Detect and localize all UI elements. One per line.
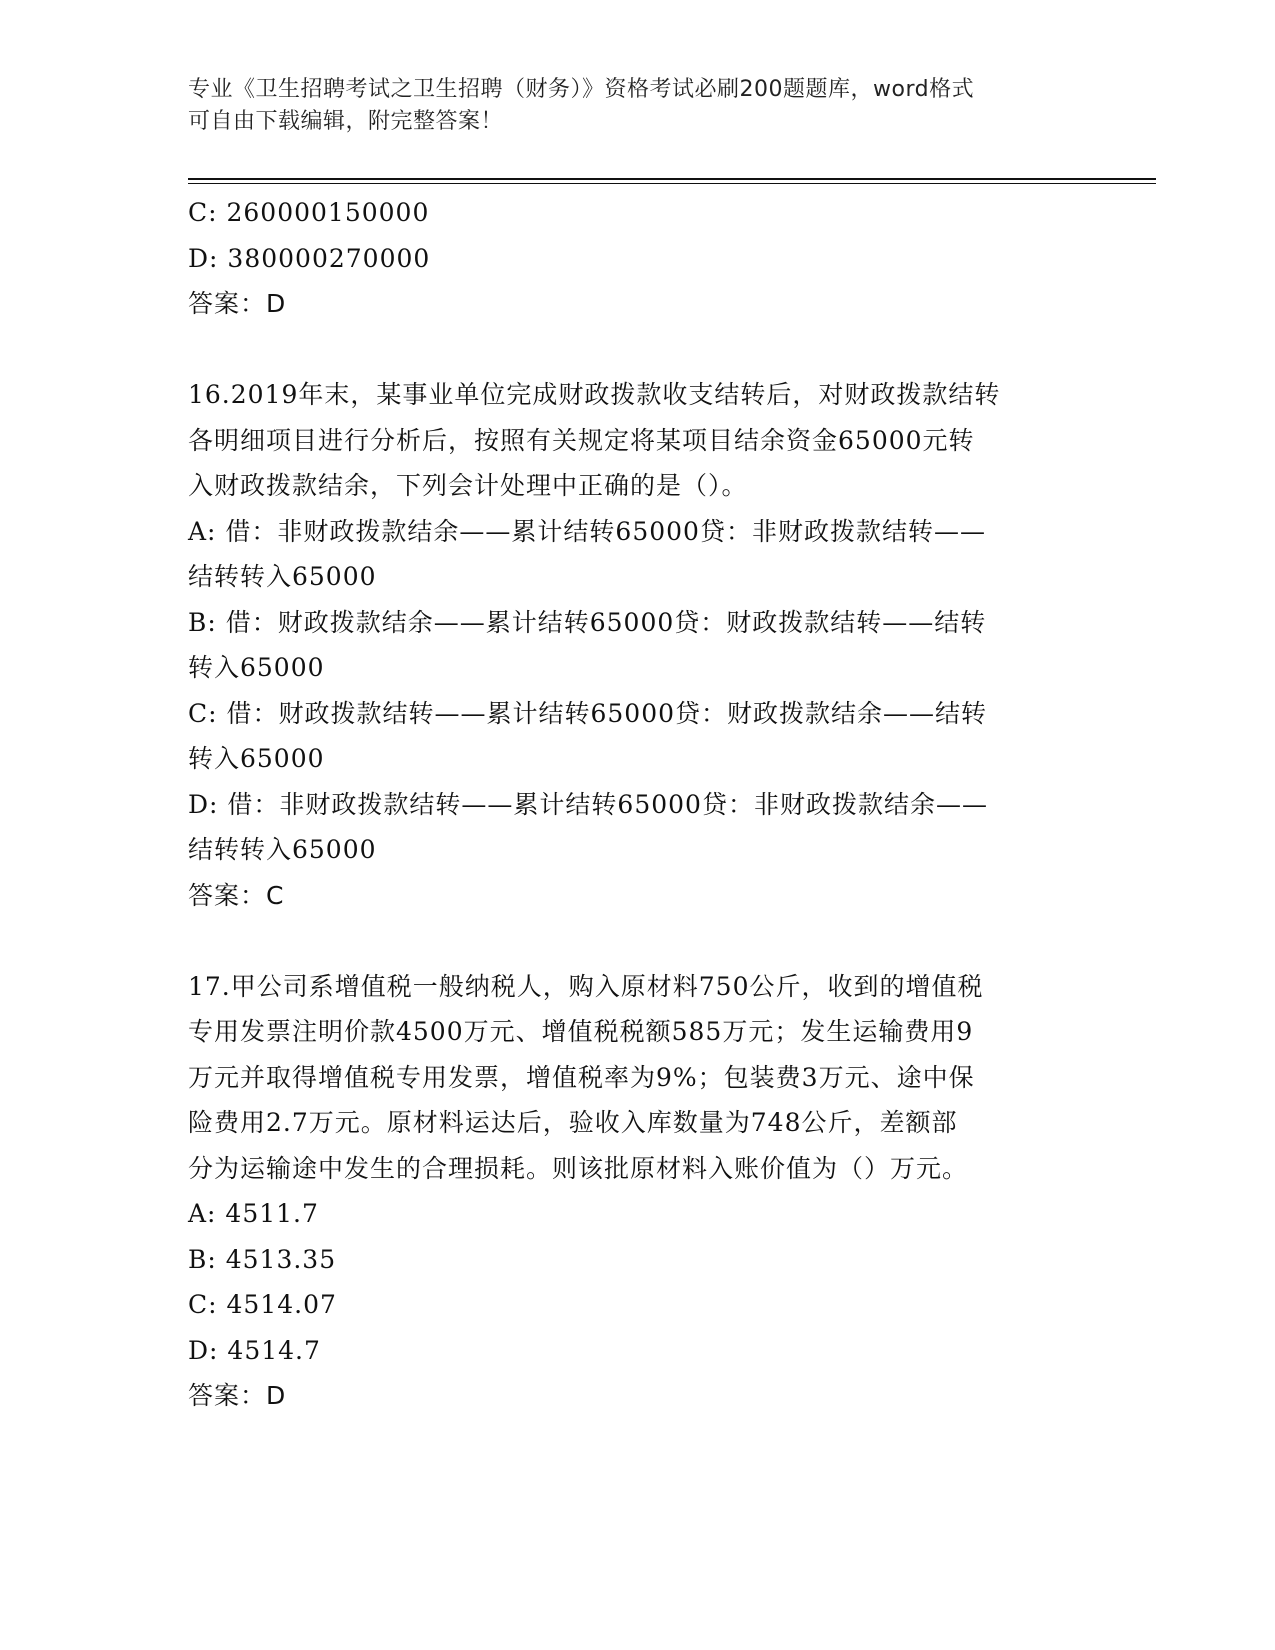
q16-option-a-cont: 结转转入65000 bbox=[188, 562, 377, 591]
q17-option-d: D: 4514.7 bbox=[188, 1335, 321, 1365]
q16-answer: 答案：C bbox=[188, 880, 285, 910]
q16-stem-line: 各明细项目进行分析后，按照有关规定将某项目结余资金65000元转 bbox=[188, 425, 975, 455]
header-line-1: 专业《卫生招聘考试之卫生招聘（财务）》资格考试必刷200题题库，word格式 bbox=[188, 77, 975, 102]
prev-option-c: C: 260000150000 bbox=[188, 198, 430, 227]
question-16 bbox=[188, 372, 1088, 918]
q16-option-b: B: 借：财政拨款结余——累计结转65000贷：财政拨款结转——结转 bbox=[188, 607, 987, 637]
q16-option-d: D: 借：非财政拨款结转——累计结转65000贷：非财政拨款结余—— bbox=[188, 789, 988, 819]
q17-option-c: C: 4514.07 bbox=[188, 1290, 337, 1319]
q17-option-a: A: 4511.7 bbox=[188, 1199, 319, 1228]
q17-stem-line: 险费用2.7万元。原材料运达后，验收入库数量为748公斤，差额部 bbox=[188, 1108, 958, 1137]
q17-stem-line: 万元并取得增值税专用发票，增值税率为9%；包装费3万元、途中保 bbox=[188, 1062, 975, 1092]
q17-option-b: B: 4513.35 bbox=[188, 1244, 337, 1274]
spacer bbox=[188, 327, 1088, 373]
q16-option-a: A: 借：非财政拨款结余——累计结转65000贷：非财政拨款结转—— bbox=[188, 516, 986, 546]
q17-stem-line: 专用发票注明价款4500万元、增值税税额585万元；发生运输费用9 bbox=[188, 1017, 974, 1046]
question-17 bbox=[188, 964, 1088, 1419]
spacer bbox=[188, 918, 1088, 964]
q16-option-c: C: 借：财政拨款结转——累计结转65000贷：财政拨款结余——结转 bbox=[188, 698, 988, 728]
prev-option-d: D: 380000270000 bbox=[188, 243, 431, 273]
q17-stem-line: 分为运输途中发生的合理损耗。则该批原材料入账价值为（）万元。 bbox=[188, 1153, 969, 1183]
header-divider-thick bbox=[188, 178, 1156, 180]
q17-answer: 答案：D bbox=[188, 1381, 287, 1410]
q16-option-d-cont: 结转转入65000 bbox=[188, 835, 377, 864]
q16-stem-line: 16.2019年末，某事业单位完成财政拨款收支结转后，对财政拨款结转 bbox=[188, 380, 1001, 409]
prev-answer: 答案：D bbox=[188, 289, 287, 318]
document-body bbox=[188, 190, 1088, 1419]
q16-stem-line: 入财政拨款结余，下列会计处理中正确的是（）。 bbox=[188, 471, 748, 500]
q16-option-c-cont: 转入65000 bbox=[188, 744, 325, 773]
q17-stem-line: 17.甲公司系增值税一般纳税人，购入原材料750公斤，收到的增值税 bbox=[188, 971, 984, 1001]
q16-option-b-cont: 转入65000 bbox=[188, 653, 325, 682]
header-line-2: 可自由下载编辑，附完整答案！ bbox=[188, 109, 504, 134]
page-header bbox=[188, 74, 1088, 138]
header-divider-thin bbox=[188, 183, 1156, 184]
